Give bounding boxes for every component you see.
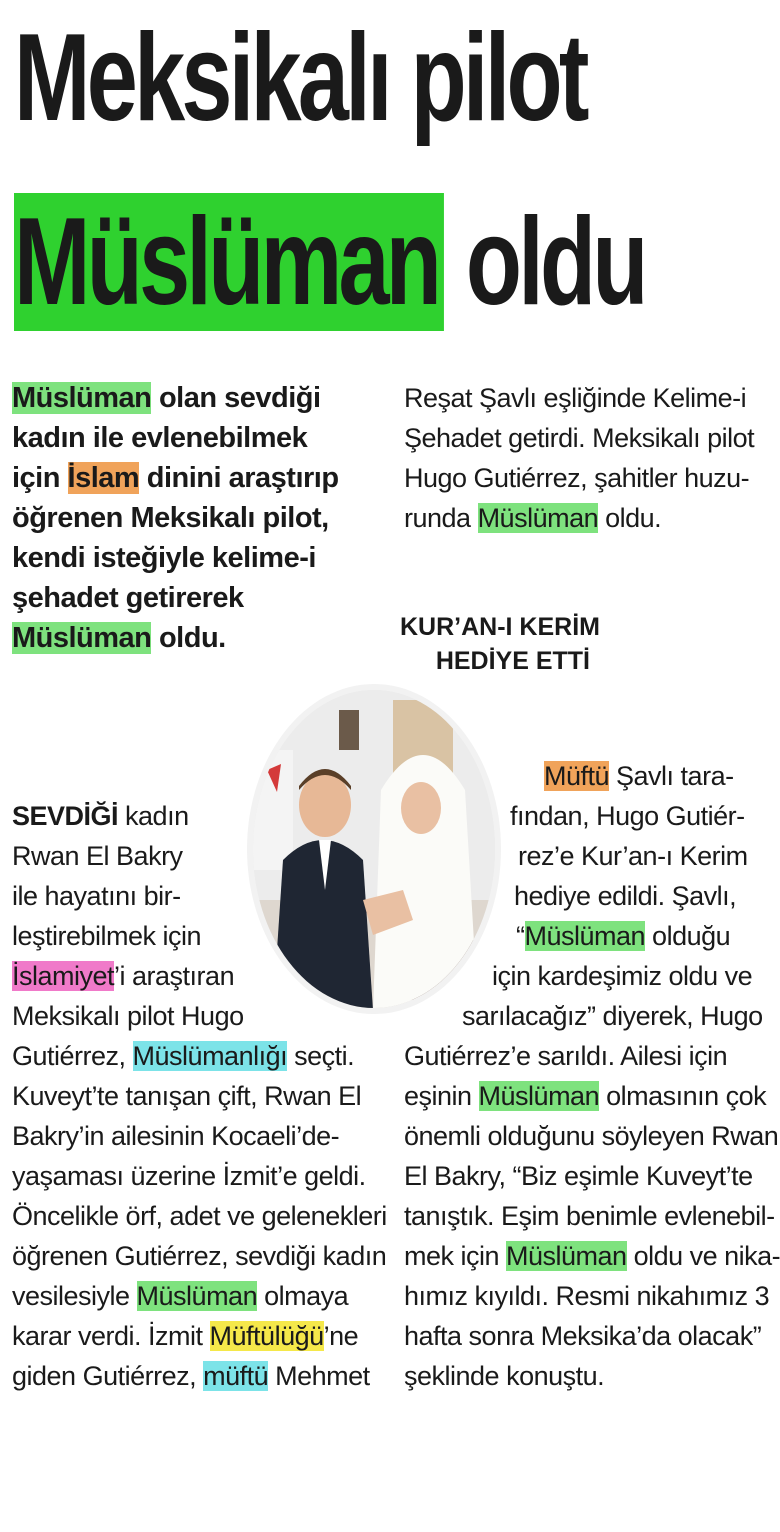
body-text: hafta sonra Meksika’da olacak”	[404, 1321, 762, 1351]
body-text: Bakry’in ailesinin Kocaeli’de-	[12, 1121, 340, 1151]
body-text: Gutiérrez’e sarıldı. Ailesi için	[404, 1041, 728, 1071]
lead-text: olan sevdiği	[151, 382, 321, 414]
body-text: Hugo Gutiérrez, şahitler huzu-	[404, 463, 750, 493]
body-text: öğrenen Gutiérrez, sevdiği kadın	[12, 1241, 387, 1271]
highlight-muslim: Müslüman	[12, 622, 152, 654]
headline-line-1	[14, 8, 586, 148]
body-text: “	[516, 921, 525, 951]
body-text: önemli olduğunu söyleyen Rwan	[404, 1121, 779, 1151]
body-text: runda	[404, 503, 478, 533]
right-column	[404, 756, 780, 1396]
body-text: yaşaması üzerine İzmit’e geldi.	[12, 1161, 366, 1191]
highlight-muslim: Müslüman	[478, 1081, 600, 1111]
lead-paragraph	[12, 378, 339, 658]
body-text: El Bakry, “Biz eşimle Kuveyt’te	[404, 1161, 753, 1191]
lead-text: kendi isteğiyle kelime-i	[12, 542, 316, 574]
body-text: Gutiérrez,	[12, 1041, 133, 1071]
body-text: için kardeşimiz oldu ve	[492, 961, 753, 991]
body-text: Meksikalı pilot Hugo	[12, 1001, 244, 1031]
body-text: kadın	[118, 801, 189, 831]
right-column-top	[404, 378, 764, 538]
body-text: mek için	[404, 1241, 507, 1271]
body-text: Rwan El Bakry	[12, 841, 183, 871]
body-text: Kuveyt’te tanışan çift, Rwan El	[12, 1081, 362, 1111]
lead-text: şehadet getirerek	[12, 582, 244, 614]
highlight-islamiyet: İslamiyet	[12, 961, 115, 991]
body-text: olmasının çok	[599, 1081, 767, 1111]
body-text: rez’e Kur’an-ı Kerim	[518, 841, 748, 871]
body-text: karar verdi. İzmit	[12, 1321, 210, 1351]
lead-text: oldu.	[151, 622, 226, 654]
body-text: tanıştık. Eşim benimle evlenebil-	[404, 1201, 775, 1231]
headline-line-2	[14, 192, 645, 332]
lead-text: dinini araştırıp	[139, 462, 339, 494]
subhead-line: KUR’AN-I KERİM	[400, 613, 600, 641]
body-text: leştirebilmek için	[12, 921, 202, 951]
section-subhead	[400, 610, 600, 678]
body-text: ile hayatını bir-	[12, 881, 181, 911]
highlight-muslim: Müslüman	[12, 382, 152, 414]
highlight-muftu: müftü	[203, 1361, 269, 1391]
headline-text: Meksikalı pilot	[14, 9, 586, 147]
highlight-muftuluk: Müftülüğü	[209, 1321, 324, 1351]
highlight-muslim: Müslüman	[136, 1281, 258, 1311]
body-text: giden Gutiérrez,	[12, 1361, 204, 1391]
headline-rest: oldu	[444, 193, 645, 331]
highlight-islam: İslam	[67, 462, 140, 494]
highlight-muslimanligi: Müslümanlığı	[132, 1041, 288, 1071]
headline-highlight: Müslüman	[14, 193, 444, 331]
highlight-muftu: Müftü	[544, 761, 610, 791]
body-text: olduğu	[645, 921, 731, 951]
highlight-muslim: Müslüman	[477, 503, 599, 533]
body-text: fından, Hugo Gutiér-	[510, 801, 745, 831]
lead-text: için	[12, 462, 68, 494]
body-text: hediye edildi. Şavlı,	[514, 881, 737, 911]
lead-text: öğrenen Meksikalı pilot,	[12, 502, 329, 534]
body-text: Şavlı tara-	[609, 761, 734, 791]
body-text: olmaya	[257, 1281, 349, 1311]
subhead-line: HEDİYE ETTİ	[435, 647, 590, 675]
body-text: oldu.	[598, 503, 662, 533]
body-text: Öncelikle örf, adet ve gelenekleri	[12, 1201, 387, 1231]
body-text: seçti.	[287, 1041, 355, 1071]
body-text: ’i araştıran	[114, 961, 235, 991]
lead-text: kadın ile evlenebilmek	[12, 422, 308, 454]
body-text: ’ne	[323, 1321, 359, 1351]
body-text: hımız kıyıldı. Resmi nikahımız 3	[404, 1281, 770, 1311]
body-text: Reşat Şavlı eşliğinde Kelime-i	[404, 383, 747, 413]
body-text: eşinin	[404, 1081, 479, 1111]
dropcap-word: SEVDİĞİ	[12, 801, 119, 831]
body-text: oldu ve nika-	[626, 1241, 780, 1271]
highlight-muslim: Müslüman	[506, 1241, 627, 1271]
body-text: sarılacağız” diyerek, Hugo	[462, 1001, 763, 1031]
body-text: vesilesiyle	[12, 1281, 137, 1311]
highlight-muslim: Müslüman	[524, 921, 646, 951]
body-text: Şehadet getirdi. Meksikalı pilot	[404, 423, 755, 453]
body-text: Mehmet	[268, 1361, 370, 1391]
body-text: şeklinde konuştu.	[404, 1361, 605, 1391]
